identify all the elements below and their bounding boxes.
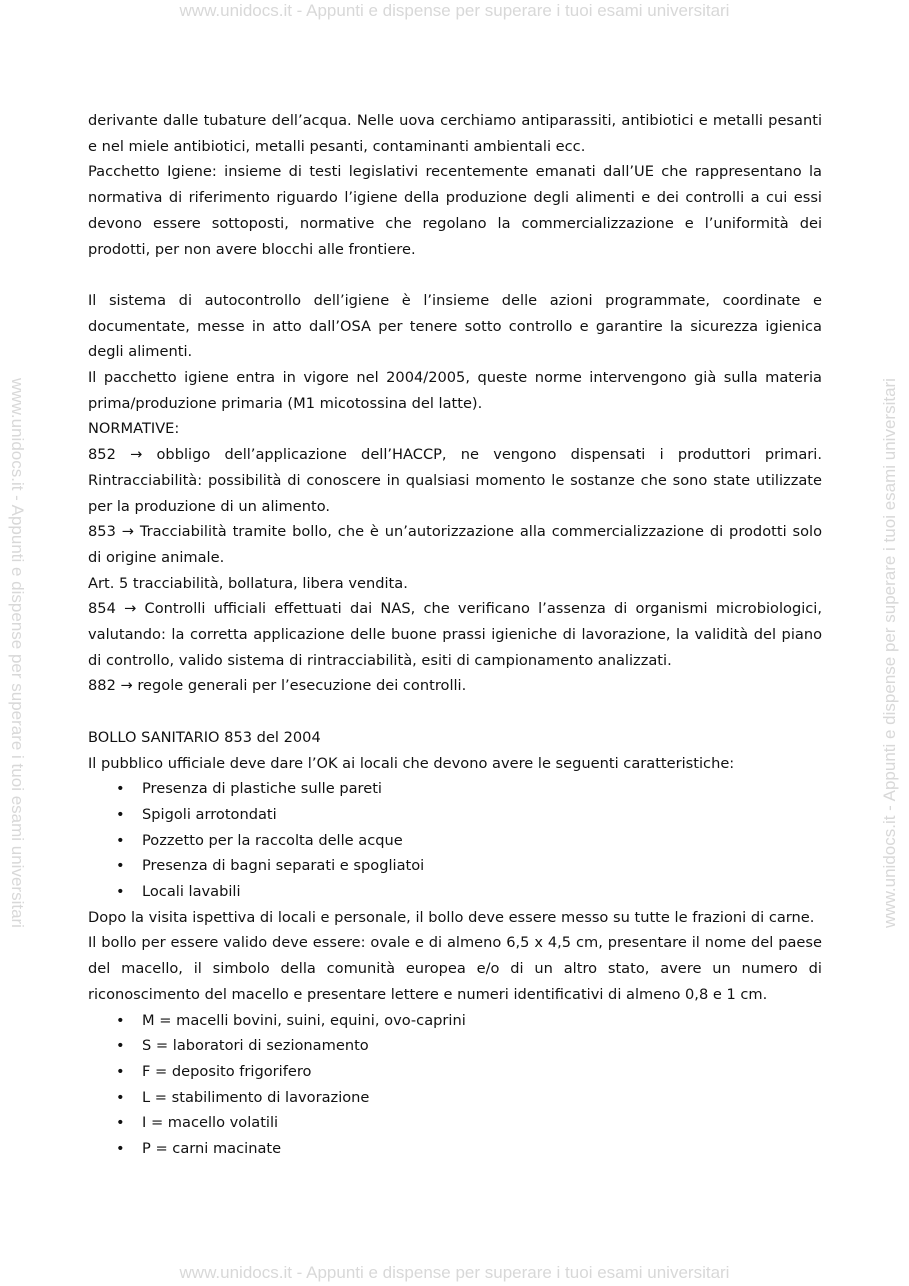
paragraph-vigore: Il pacchetto igiene entra in vigore nel 2004/2005, queste norme intervengono già sulla materia prima/produzione primaria (M1 micotossina del latte). xyxy=(88,369,822,412)
normativa-854 xyxy=(88,596,822,673)
bullet-icon: • xyxy=(116,857,125,875)
paragraph-intro: derivante dalle tubature dell’acqua. Nelle uova cerchiamo antiparassiti, antibiotici e metalli pesanti e nel miele antibiotici, metalli pesanti, contaminanti ambientali ecc. xyxy=(88,112,822,155)
paragraph-pacchetto-igiene: Pacchetto Igiene: insieme di testi legislativi recentemente emanati dall’UE che rappresentano la normativa di riferimento riguardo l’igiene della produzione degli alimenti e dei controlli a cui essi devono essere sottoposti, normative che regolano la commercializzazione e l’uniformità dei prodotti, per non avere blocchi alle frontiere. xyxy=(88,163,822,258)
list-item-text: I = macello volatili xyxy=(142,1114,279,1132)
normativa-852 xyxy=(88,442,822,519)
bullet-icon: • xyxy=(116,883,125,901)
arrow-right-icon: → xyxy=(121,523,134,541)
bullet-icon: • xyxy=(116,1140,125,1158)
watermark-left: www.unidocs.it - Appunti e dispense per superare i tuoi esami universitari xyxy=(8,378,27,928)
list-item xyxy=(88,853,822,879)
list-item xyxy=(88,1085,822,1111)
list-item xyxy=(88,1059,822,1085)
bollo-intro: Il pubblico ufficiale deve dare l’OK ai locali che devono avere le seguenti caratteristiche: xyxy=(88,754,735,772)
bullet-icon: • xyxy=(116,1114,125,1132)
list-item-text: S = laboratori di sezionamento xyxy=(142,1037,369,1055)
list-item-text: Locali lavabili xyxy=(142,883,241,901)
list-codici-stabilimento xyxy=(88,1008,822,1162)
normativa-text: regole generali per l’esecuzione dei controlli. xyxy=(137,677,467,695)
list-item xyxy=(88,1110,822,1136)
paragraph-bollo-valid: Il bollo per essere valido deve essere: ovale e di almeno 6,5 x 4,5 cm, presentare il nome del paese del macello, il simbolo della comunità europea e/o di un altro stato, avere un numero di riconoscimento del macello e presentare lettere e numeri identificativi di almeno 0,8 e 1 cm. xyxy=(88,934,822,1003)
bullet-icon: • xyxy=(116,1062,125,1080)
art5-line: Art. 5 tracciabilità, bollatura, libera vendita. xyxy=(88,574,408,592)
normative-heading: NORMATIVE: xyxy=(88,420,180,438)
arrow-right-icon: → xyxy=(130,446,143,464)
list-item xyxy=(88,802,822,828)
bollo-heading: BOLLO SANITARIO 853 del 2004 xyxy=(88,728,321,746)
list-caratteristiche-locali xyxy=(88,776,822,905)
list-item-text: M = macelli bovini, suini, equini, ovo-caprini xyxy=(142,1011,466,1029)
bullet-icon: • xyxy=(116,805,125,823)
paragraph-autocontrollo: Il sistema di autocontrollo dell’igiene è l’insieme delle azioni programmate, coordinate e documentate, messe in atto dall’OSA per tenere sotto controllo e garantire la sicurezza igienica degli alimenti. xyxy=(88,291,822,361)
normativa-code: 852 xyxy=(88,446,116,464)
bullet-icon: • xyxy=(116,1088,125,1106)
list-item-text: Presenza di bagni separati e spogliatoi xyxy=(142,857,425,875)
list-item xyxy=(88,1033,822,1059)
list-item-text: Presenza di plastiche sulle pareti xyxy=(142,780,382,798)
list-item-text: Pozzetto per la raccolta delle acque xyxy=(142,831,403,849)
list-item xyxy=(88,1008,822,1034)
watermark-top: www.unidocs.it - Appunti e dispense per superare i tuoi esami universitari xyxy=(179,1,730,20)
normativa-code: 882 xyxy=(88,677,116,695)
list-item-text: F = deposito frigorifero xyxy=(142,1062,312,1080)
watermark-right: www.unidocs.it - Appunti e dispense per superare i tuoi esami universitari xyxy=(880,378,899,928)
bullet-icon: • xyxy=(116,1037,125,1055)
normativa-text: obbligo dell’applicazione dell’HACCP, ne vengono dispensati i produttori primari. Rintracciabilità: possibilità di conoscere in qualsiasi momento le sostanze che sono state utilizzate per la produzione di un alimento. xyxy=(88,446,822,515)
arrow-right-icon: → xyxy=(124,600,137,618)
document-body xyxy=(88,108,822,1162)
list-item xyxy=(88,776,822,802)
list-item-text: L = stabilimento di lavorazione xyxy=(142,1088,370,1106)
bullet-icon: • xyxy=(116,780,125,798)
arrow-right-icon: → xyxy=(120,677,133,695)
watermark-bottom: www.unidocs.it - Appunti e dispense per superare i tuoi esami universitari xyxy=(179,1263,730,1282)
normativa-882 xyxy=(88,673,822,699)
normativa-853 xyxy=(88,519,822,570)
normativa-code: 854 xyxy=(88,600,116,618)
bullet-icon: • xyxy=(116,1011,125,1029)
paragraph-post-visit: Dopo la visita ispettiva di locali e personale, il bollo deve essere messo su tutte le frazioni di carne. xyxy=(88,908,815,926)
normativa-text: Tracciabilità tramite bollo, che è un’autorizzazione alla commercializzazione di prodotti solo di origine animale. xyxy=(88,523,823,566)
normativa-text: Controlli ufficiali effettuati dai NAS, che verificano l’assenza di organismi microbiologici, valutando: la corretta applicazione delle buone prassi igieniche di lavorazione, la validità del piano di controllo, valido sistema di rintracciabilità, esiti di campionamento analizzati. xyxy=(88,600,822,669)
list-item-text: P = carni macinate xyxy=(142,1140,282,1158)
normativa-code: 853 xyxy=(88,523,116,541)
list-item xyxy=(88,1136,822,1162)
list-item xyxy=(88,828,822,854)
list-item-text: Spigoli arrotondati xyxy=(142,805,277,823)
list-item xyxy=(88,879,822,905)
bullet-icon: • xyxy=(116,831,125,849)
